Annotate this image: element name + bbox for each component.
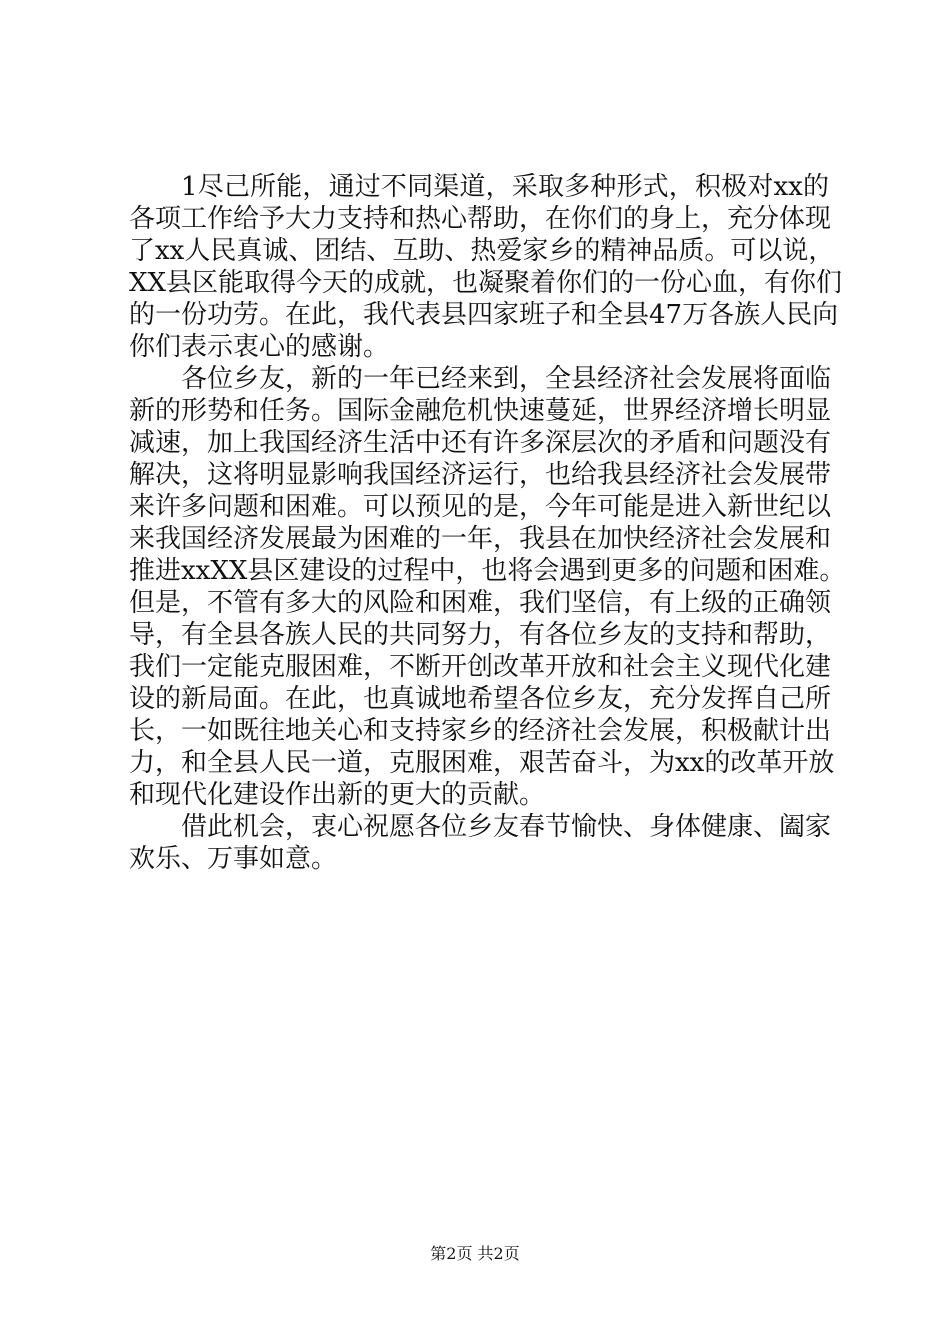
text-line: 新的形势和任务。国际金融危机快速蔓延，世界经济增长明显	[129, 396, 832, 426]
text-line: 和现代化建设作出新的更大的贡献。	[129, 780, 546, 810]
text-line: 解决，这将明显影响我国经济运行，也给我县经济社会发展带	[129, 460, 832, 490]
text-line: 设的新局面。在此，也真诚地希望各位乡友，充分发挥自己所	[129, 684, 832, 714]
text-line: 来我国经济发展最为困难的一年，我县在加快经济社会发展和	[129, 524, 832, 554]
text-line: 力，和全县人民一道，克服困难，艰苦奋斗，为xx的改革开放	[129, 748, 835, 778]
text-line: 来许多问题和困难。可以预见的是，今年可能是进入新世纪以	[129, 492, 832, 522]
text-line: 借此机会，衷心祝愿各位乡友春节愉快、身体健康、阖家	[181, 812, 832, 842]
text-line: 1尽己所能，通过不同渠道，采取多种形式，积极对xx的	[181, 172, 829, 202]
document-body	[129, 171, 846, 875]
text-line: 长，一如既往地关心和支持家乡的经济社会发展，积极献计出	[129, 716, 832, 746]
text-line: 的一份功劳。在此，我代表县四家班子和全县47万各族人民向	[129, 300, 839, 330]
page-number-footer: 第2页 共2页	[430, 1244, 520, 1263]
text-line: 各位乡友，新的一年已经来到，全县经济社会发展将面临	[181, 364, 832, 394]
text-line: XX县区能取得今天的成就，也凝聚着你们的一份心血，有你们	[129, 268, 843, 298]
text-line: 各项工作给予大力支持和热心帮助，在你们的身上，充分体现	[129, 204, 832, 234]
text-line: 但是，不管有多大的风险和困难，我们坚信，有上级的正确领	[129, 588, 832, 618]
text-line: 减速，加上我国经济生活中还有许多深层次的矛盾和问题没有	[129, 428, 832, 458]
text-line: 欢乐、万事如意。	[129, 844, 338, 874]
text-line: 导，有全县各族人民的共同努力，有各位乡友的支持和帮助，	[129, 620, 832, 650]
text-line: 我们一定能克服困难，不断开创改革开放和社会主义现代化建	[129, 652, 832, 682]
text-line: 了xx人民真诚、团结、互助、热爱家乡的精神品质。可以说，	[129, 236, 835, 266]
text-line: 推进xxXX县区建设的过程中，也将会遇到更多的问题和困难。	[129, 556, 846, 586]
text-line: 你们表示衷心的感谢。	[129, 332, 390, 362]
